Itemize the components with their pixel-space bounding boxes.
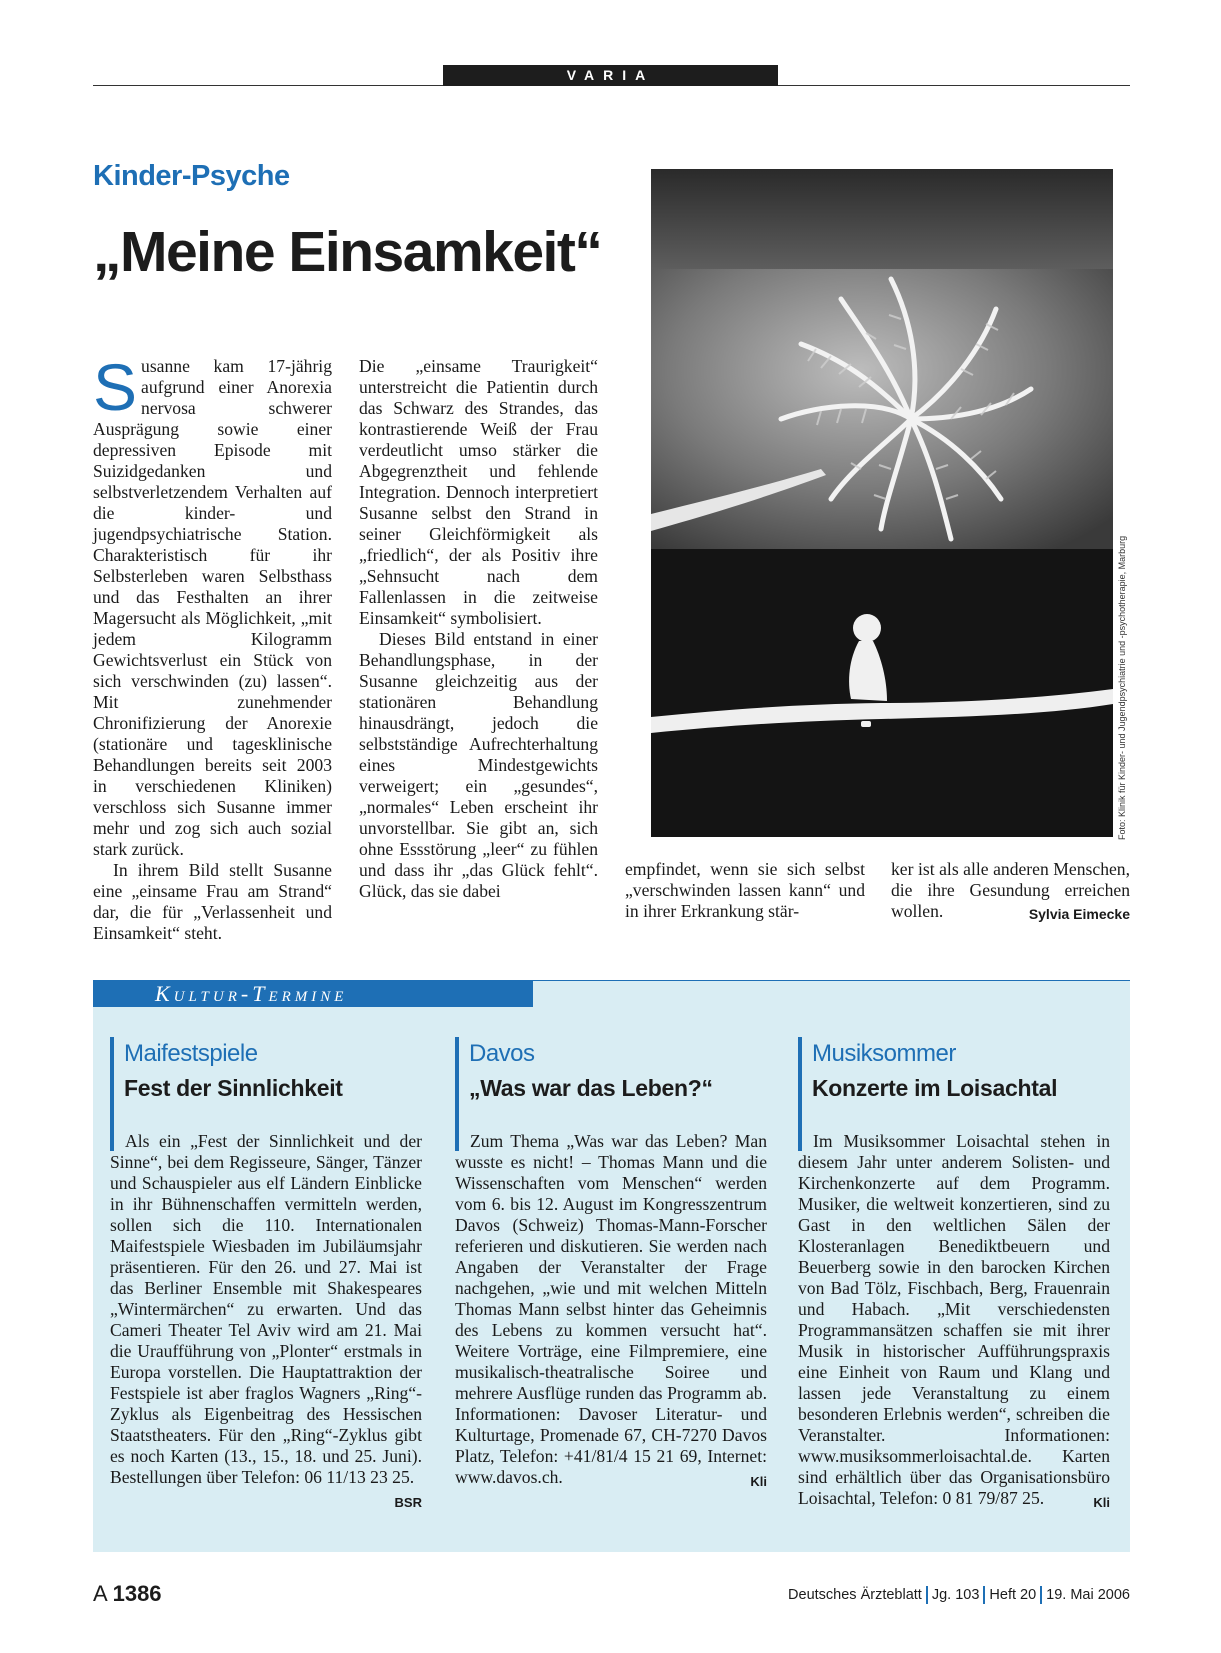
article-column-3	[625, 859, 865, 922]
article-column-4	[891, 859, 1130, 925]
journal-footer	[788, 1586, 1130, 1604]
kultur-termine-label: Kultur-Termine	[155, 981, 348, 1006]
journal-volume: Jg. 103	[931, 1586, 980, 1603]
article-kicker: Kinder-Psyche	[93, 160, 290, 192]
article-paragraph: usanne kam 17-jährig aufgrund einer Anorexia nervosa schwerer Ausprägung sowie einer depressiven Episode mit Suizidgedanken und selbstverletzendem Verhalten auf die kinder- und jugendpsychiatrische Station. Charakteristisch für ihr Selbsterleben waren Selbsthass und das Festhalten an ihrer Magersucht als Möglichkeit, „mit jedem Kilogramm Gewichtsverlust ein Stück von sich verschwinden (zu) lassen“. Mit zunehmender Chronifizierung der Anorexie (stationäre und tagesklinische Behandlungen bereits seit 2003 in verschiedenen Kliniken) verschloss sich Susanne immer mehr und zog sich auch sozial stark zurück.	[93, 356, 332, 859]
kultur-item-text: Im Musiksommer Loisachtal stehen in diesem Jahr unter anderem Solisten- und Kirchenkonzerte auf dem Programm. Musiker, die weltweit konzertieren, sind zu Gast in den weltlichen Sälen der Klosteranlagen Benediktbeuern und Beuerberg sowie in den barocken Kirchen von Bad Tölz, Fischbach, Berg, Frauenrain und Habach. „Mit verschiedensten Programmansätzen schaffen sie mit ihrer Musik in historischer Aufführungspraxis eine Einheit von Raum und Klang und lassen jede Veranstaltung zu einem besonderen Erlebnis werden“, schreiben die Veranstalter. Informationen: www.musiksommerloisachtal.de. Karten sind erhältlich über das Organisationsbüro Loisachtal, Telefon: 0 81 79/87 25. Kli	[798, 1131, 1110, 1513]
kultur-item-title: „Was war das Leben?“	[469, 1075, 713, 1101]
kultur-item-text: Als ein „Fest der Sinnlichkeit und der Sinne“, bei dem Regisseure, Sänger, Tänzer und Schauspieler aus elf Ländern Einblicke in ihr Bühnenschaffen vermitteln werden, sollen sich die 110. Internationalen Maifestspiele Wiesbaden im Jubiläumsjahr präsentieren. Für den 26. und 27. Mai ist das Berliner Ensemble mit Shakespeares „Wintermärchen“ zu erwarten. Und das Cameri Theater Tel Aviv wird am 21. Mai die Uraufführung von „Plonter“ erstmals in Europa vorstellen. Die Hauptattraktion der Festspiele ist aber fraglos Wagners „Ring“-Zyklus als Eigenbeitrag des Hessischen Staatstheaters. Für den „Ring“-Zyklus gibt es noch Karten (13., 15., 18. und 25. Juni). Bestellungen über Telefon: 06 11/13 23 25. BSR	[110, 1131, 422, 1513]
article-paragraph: Dieses Bild entstand in einer Behandlungsphase, in der Susanne gleichzeitig aus der stationären Behandlung hinausdrängt, jedoch die selbstständige Aufrechterhaltung eines Mindestgewichts verweigert; ein „gesundes“, „normales“ Leben erscheint ihr unvorstellbar. Sie gibt an, sich ohne Essstörung „leer“ zu fühlen und dass ihr „das Glück fehlt“. Glück, das sie dabei	[359, 629, 598, 901]
kultur-item-kicker: Davos	[469, 1040, 535, 1067]
article-paragraph: Die „einsame Traurigkeit“ unterstreicht die Patientin durch das Schwarz des Strandes, das kontrastierende Weiß der Frau verdeutlicht umso stärker die Abgegrenztheit und fehlende Integration. Dennoch interpretiert Susanne selbst den Strand in seiner Gleichförmigkeit als „friedlich“, der als Positiv ihre „Sehnsucht nach dem Fallenlassen in die zeitweise Einsamkeit“ symbolisiert.	[359, 356, 598, 628]
kultur-item-kicker: Musiksommer	[812, 1040, 956, 1067]
drop-cap: S	[93, 350, 138, 424]
article-author: Sylvia Eimecke	[1028, 906, 1130, 922]
kultur-item-signature: BSR	[394, 1495, 422, 1510]
photo-credit: Foto: Klinik für Kinder- und Jugendpsychiatrie und -psychotherapie, Marburg	[1117, 535, 1127, 840]
kultur-item-kicker: Maifestspiele	[124, 1040, 258, 1067]
palm-beach-illustration	[651, 169, 1113, 837]
article-column-1	[93, 350, 332, 944]
kultur-item-title: Konzerte im Loisachtal	[812, 1075, 1058, 1101]
kultur-item-signature: Kli	[1093, 1495, 1110, 1510]
journal-issue: Heft 20	[989, 1586, 1037, 1603]
footer-separator	[1040, 1586, 1042, 1604]
journal-date: 19. Mai 2006	[1046, 1586, 1130, 1603]
kultur-item-title: Fest der Sinnlichkeit	[124, 1075, 343, 1101]
painting-image	[651, 169, 1113, 837]
footer-separator	[983, 1586, 985, 1604]
article-paragraph: ker ist als alle anderen Menschen, die ihre Gesundung erreichen wollen.	[891, 859, 1130, 921]
article-paragraph: empfindet, wenn sie sich selbst „verschwinden lassen kann“ und in ihrer Erkrankung stär-	[625, 859, 865, 921]
kultur-item-text: Zum Thema „Was war das Leben? Man wusste es nicht! – Thomas Mann und die Wissenschaften vom Menschen“ werden vom 6. bis 12. August im Kongresszentrum Davos (Schweiz) Thomas-Mann-Forscher referieren und diskutieren. Sie werden nach Angaben der Veranstalter der Frage nachgehen, „wie und mit welchen Mitteln Thomas Mann selbst hinter das Geheimnis des Lebens zu kommen versucht hat“. Weitere Vorträge, eine Filmpremiere, eine musikalisch-theatralische Soiree und mehrere Ausflüge runden das Programm ab. Informationen: Davoser Literatur- und Kulturtage, Promenade 67, CH-7270 Davos Platz, Telefon: +41/81/4 15 21 69, Internet: www.davos.ch. Kli	[455, 1131, 767, 1492]
footer-separator	[926, 1586, 928, 1604]
article-column-2	[359, 356, 598, 902]
section-label: VARIA	[443, 65, 778, 86]
article-paragraph: In ihrem Bild stellt Susanne eine „einsame Frau am Strand“ dar, die für „Verlassenheit und Einsamkeit“ steht.	[93, 860, 332, 943]
journal-name: Deutsches Ärzteblatt	[788, 1586, 922, 1603]
article-headline: „Meine Einsamkeit“	[93, 220, 602, 284]
page-number: A 1386	[93, 1581, 162, 1606]
kultur-item-signature: Kli	[750, 1474, 767, 1489]
